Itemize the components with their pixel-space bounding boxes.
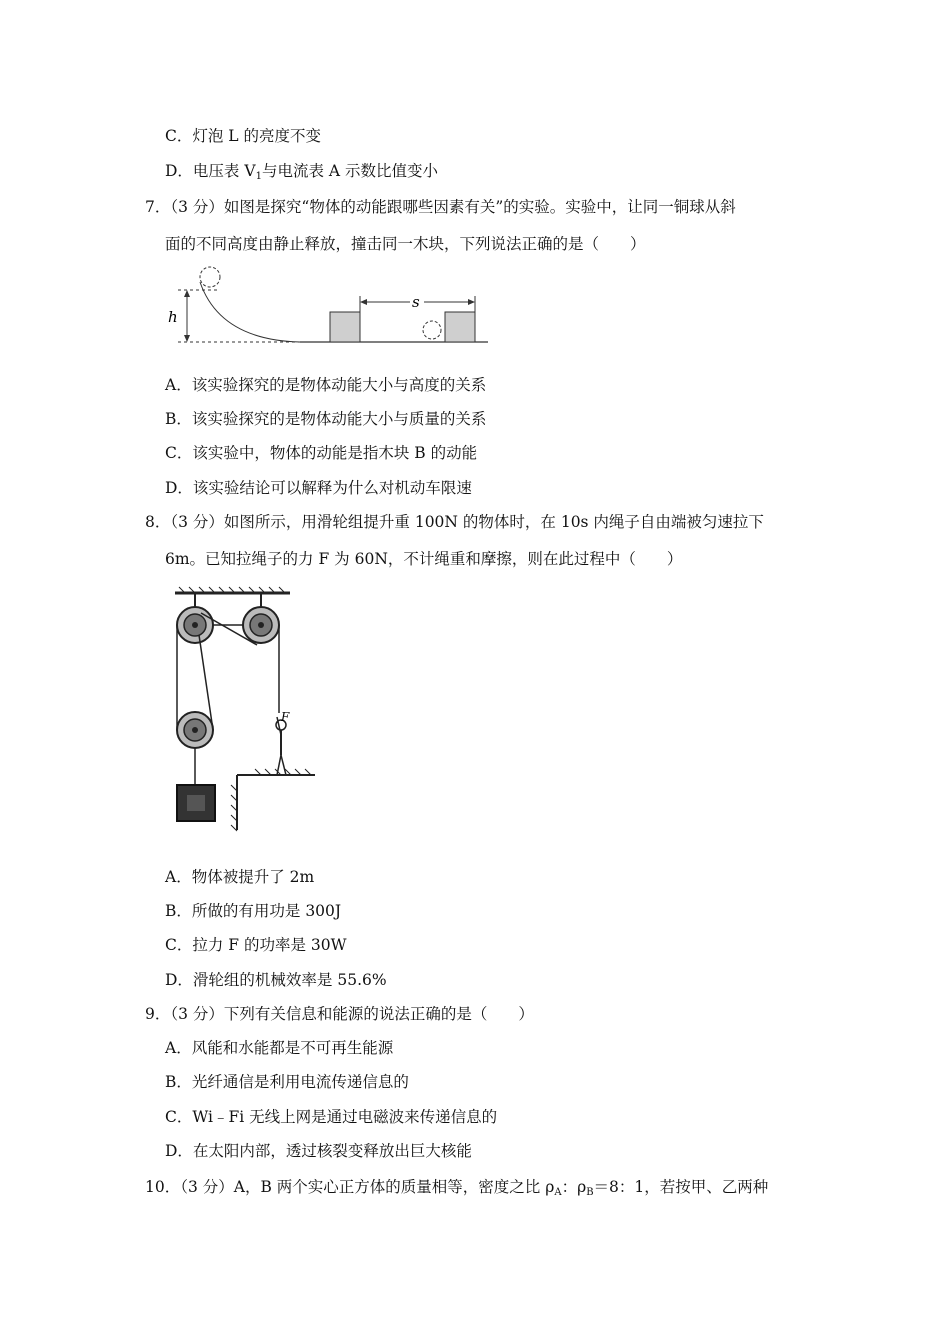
q7-stem-line1: 7．（3 分）如图是探究“物体的动能跟哪些因素有关”的实验。实验中，让同一铜球从斜 — [145, 198, 736, 216]
prev-option-d — [165, 161, 438, 187]
q7-option-b: B．该实验探究的是物体动能大小与质量的关系 — [165, 410, 487, 428]
q10-stem — [145, 1177, 768, 1203]
q10-stem-post: ＝8：1，若按甲、乙两种 — [593, 1178, 769, 1196]
q8-option-a: A．物体被提升了 2m — [165, 868, 315, 886]
q10-sub-b: B — [586, 1187, 594, 1198]
q9-option-d: D．在太阳内部，透过核裂变释放出巨大核能 — [165, 1142, 472, 1160]
q8-label-f: F — [281, 710, 290, 724]
q8-option-d: D．滑轮组的机械效率是 55.6% — [165, 971, 387, 989]
q7-stem-line2: 面的不同高度由静止释放，撞击同一木块，下列说法正确的是（ ） — [165, 235, 646, 253]
q9-option-b: B．光纤通信是利用电流传递信息的 — [165, 1073, 409, 1091]
q7-option-a: A．该实验探究的是物体动能大小与高度的关系 — [165, 376, 487, 394]
q7-option-d: D．该实验结论可以解释为什么对机动车限速 — [165, 479, 472, 497]
q8-stem-line1: 8．（3 分）如图所示，用滑轮组提升重 100N 的物体时，在 10s 内绳子自由端被匀速拉下 — [145, 513, 764, 531]
q7-label-s: s — [412, 293, 420, 311]
q10-stem-mid: ：ρ — [561, 1178, 587, 1196]
q10-stem-pre: 10．（3 分）A，B 两个实心正方体的质量相等，密度之比 ρ — [145, 1178, 555, 1196]
q9-option-c: C．Wi﹣Fi 无线上网是通过电磁波来传递信息的 — [165, 1108, 498, 1126]
q7-figure-incline — [160, 262, 500, 350]
q8-option-b: B．所做的有用功是 300J — [165, 902, 342, 920]
q8-option-c: C．拉力 F 的功率是 30W — [165, 936, 347, 954]
prev-option-d-post: 与电流表 A 示数比值变小 — [261, 162, 438, 180]
q7-option-c: C．该实验中，物体的动能是指木块 B 的动能 — [165, 444, 478, 462]
q9-option-a: A．风能和水能都是不可再生能源 — [165, 1039, 394, 1057]
q8-figure-pulley — [165, 585, 325, 835]
q10-sub-a: A — [554, 1187, 562, 1198]
q7-label-h: h — [168, 308, 178, 326]
prev-option-d-sub: 1 — [255, 171, 262, 182]
prev-option-d-pre: D．电压表 V — [165, 162, 256, 180]
q9-stem: 9．（3 分）下列有关信息和能源的说法正确的是（ ） — [145, 1005, 534, 1023]
q8-stem-line2: 6m。已知拉绳子的力 F 为 60N，不计绳重和摩擦，则在此过程中（ ） — [165, 550, 683, 568]
prev-option-c: C．灯泡 L 的亮度不变 — [165, 127, 322, 145]
